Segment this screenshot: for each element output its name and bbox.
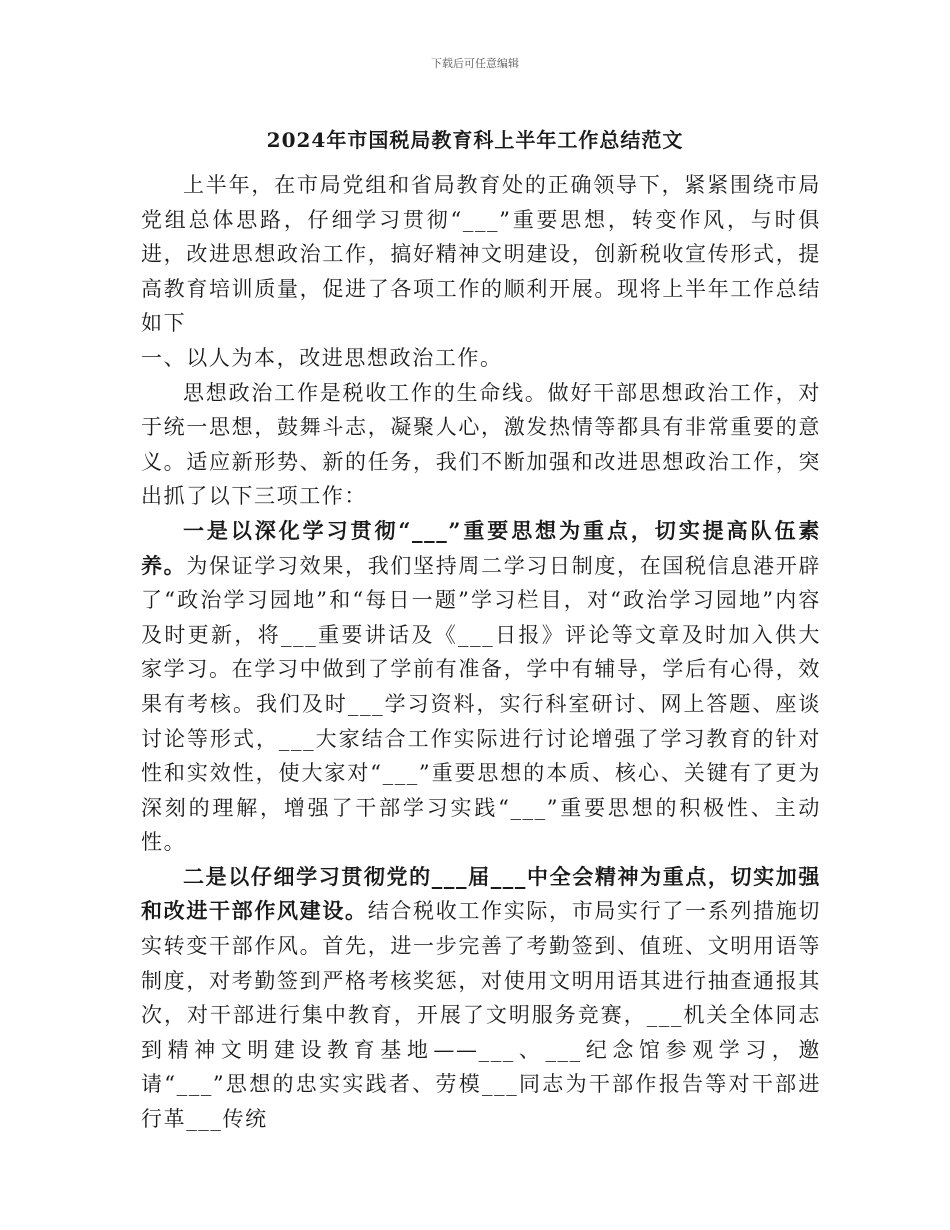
item-2-text: 结合税收工作实际，市局实行了一系列措施切实转变干部作风。首先，进一步完善了考勤签到、值班、文明用语等制度，对考勤签到严格考核奖惩，对使用文明用语其进行抽查通报其次，对干部进行集中教育，开展了文明服务竞赛，___机关全体同志到精神文明建设教育基地——___、___纪念馆参观学习，邀请“___”思想的忠实实践者、劳模___同志为干部作报告等对干部进行革___传统	[141, 899, 822, 1132]
paragraph-political-work: 思想政治工作是税收工作的生命线。做好干部思想政治工作，对于统一思想，鼓舞斗志，凝聚人心，激发热情等都具有非常重要的意义。适应新形势、新的任务，我们不断加强和改进思想政治工作，突出抓了以下三项工作：	[141, 380, 821, 509]
paragraph-item-1	[141, 514, 821, 860]
item-1-lead: 一是以深化学习贯彻“___”重要思想为重点，切实提高队伍素养。	[141, 517, 821, 578]
document-body	[141, 168, 821, 1137]
document-title: 2024年市国税局教育科上半年工作总结范文	[266, 128, 684, 152]
item-1-text: 为保证学习效果，我们坚持周二学习日制度，在国税信息港开辟了“政治学习园地”和“每日一题”学习栏目，对“政治学习园地”内容及时更新，将___重要讲话及《___日报》评论等文章及时加入供大家学习。在学习中做到了学前有准备，学中有辅导，学后有心得，效果有考核。我们及时___学习资料，实行科室研讨、网上答题、座谈讨论等形式，___大家结合工作实际进行讨论增强了学习教育的针对性和实效性，使大家对“___”重要思想的本质、核心、关键有了更为深刻的理解，增强了干部学习实践“___”重要思想的积极性、主动性。	[141, 553, 821, 855]
section-heading-1: 一、以人为本，改进思想政治工作。	[141, 345, 503, 370]
item-2-lead: 二是以仔细学习贯彻党的___届___中全会精神为重点，切实加强和改进干部作风建设。	[141, 863, 821, 924]
paragraph-intro: 上半年，在市局党组和省局教育处的正确领导下，紧紧围绕市局党组总体思路，仔细学习贯彻“___”重要思想，转变作风，与时俱进，改进思想政治工作，搞好精神文明建设，创新税收宣传形式，提高教育培训质量，促进了各项工作的顺利开展。现将上半年工作总结如下	[141, 173, 821, 336]
paragraph-item-2	[141, 860, 821, 1137]
header-note: 下载后可任意编辑	[431, 57, 519, 70]
